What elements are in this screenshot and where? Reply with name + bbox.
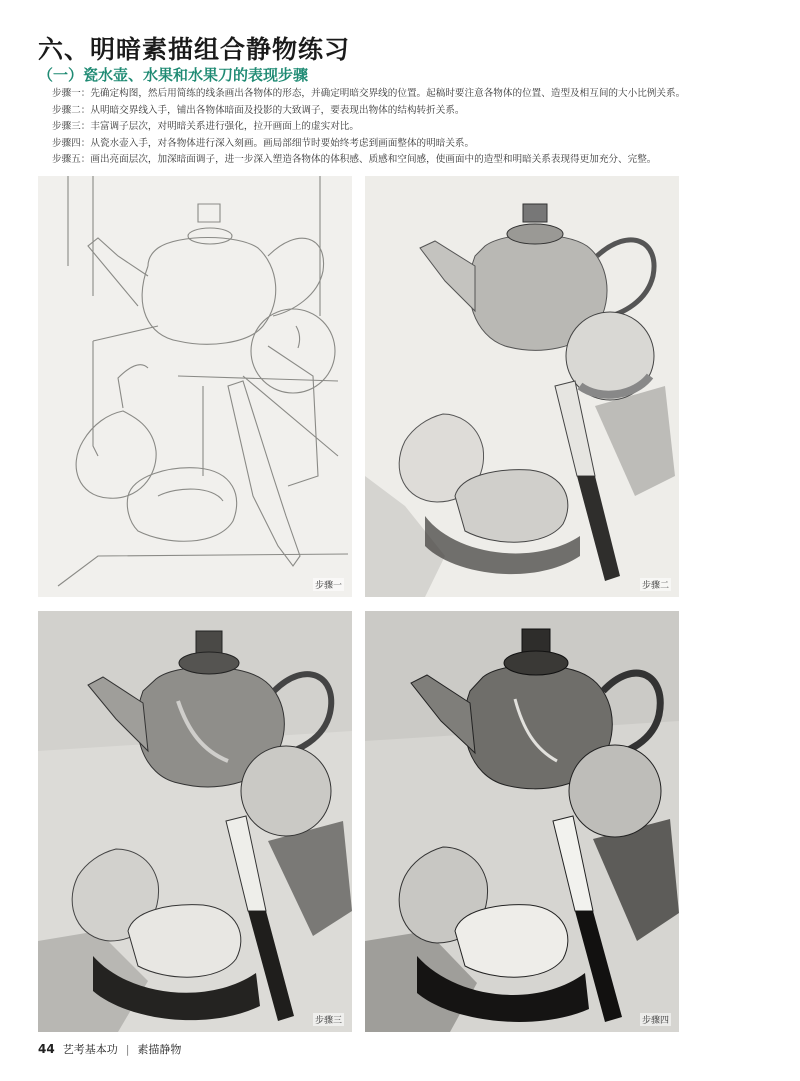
book-title: 艺考基本功 <box>62 1043 118 1056</box>
step-list <box>52 86 772 169</box>
sketch-drawing <box>38 611 352 1032</box>
step-1-text: 步骤一：先确定构图，然后用简练的线条画出各物体的形态，并确定明暗交界线的位置。起稿时要注意各物体的位置、造型及相互间的大小比例关系。 <box>52 88 686 99</box>
step-caption: 步骤四 <box>640 1013 671 1026</box>
step-caption: 步骤二 <box>640 578 671 591</box>
step-2-text: 步骤二：从明暗交界线入手，铺出各物体暗面及投影的大致调子，要表现出物体的结构转折关系。 <box>52 104 465 116</box>
sketch-drawing <box>365 611 679 1032</box>
sketch-step-2 <box>365 176 679 597</box>
step-caption: 步骤三 <box>313 1013 344 1026</box>
page-number: 44 <box>38 1042 55 1056</box>
section-name: 素描静物 <box>137 1043 182 1056</box>
page-footer <box>38 1041 181 1057</box>
section-subtitle: （一）瓷水壶、水果和水果刀的表现步骤 <box>38 66 309 84</box>
sketch-drawing <box>365 176 679 597</box>
step-3-text: 步骤三：丰富调子层次，对明暗关系进行强化，拉开画面上的虚实对比。 <box>52 121 359 132</box>
sketch-step-3 <box>38 611 352 1032</box>
step-5-text: 步骤五：画出亮面层次，加深暗面调子，进一步深入塑造各物体的体积感、质感和空间感，使画面中的造型和明暗关系表现得更加充分、完整。 <box>52 154 657 165</box>
step-4-text: 步骤四：从瓷水壶入手，对各物体进行深入刻画。画局部细节时要始终考虑到画面整体的明暗关系。 <box>52 137 475 149</box>
sketch-step-1 <box>38 176 352 597</box>
sketch-drawing <box>38 176 352 597</box>
footer-separator: | <box>125 1042 130 1056</box>
sketch-step-4 <box>365 611 679 1032</box>
page-title: 六、明暗素描组合静物练习 <box>38 35 351 64</box>
step-caption: 步骤一 <box>313 578 344 591</box>
